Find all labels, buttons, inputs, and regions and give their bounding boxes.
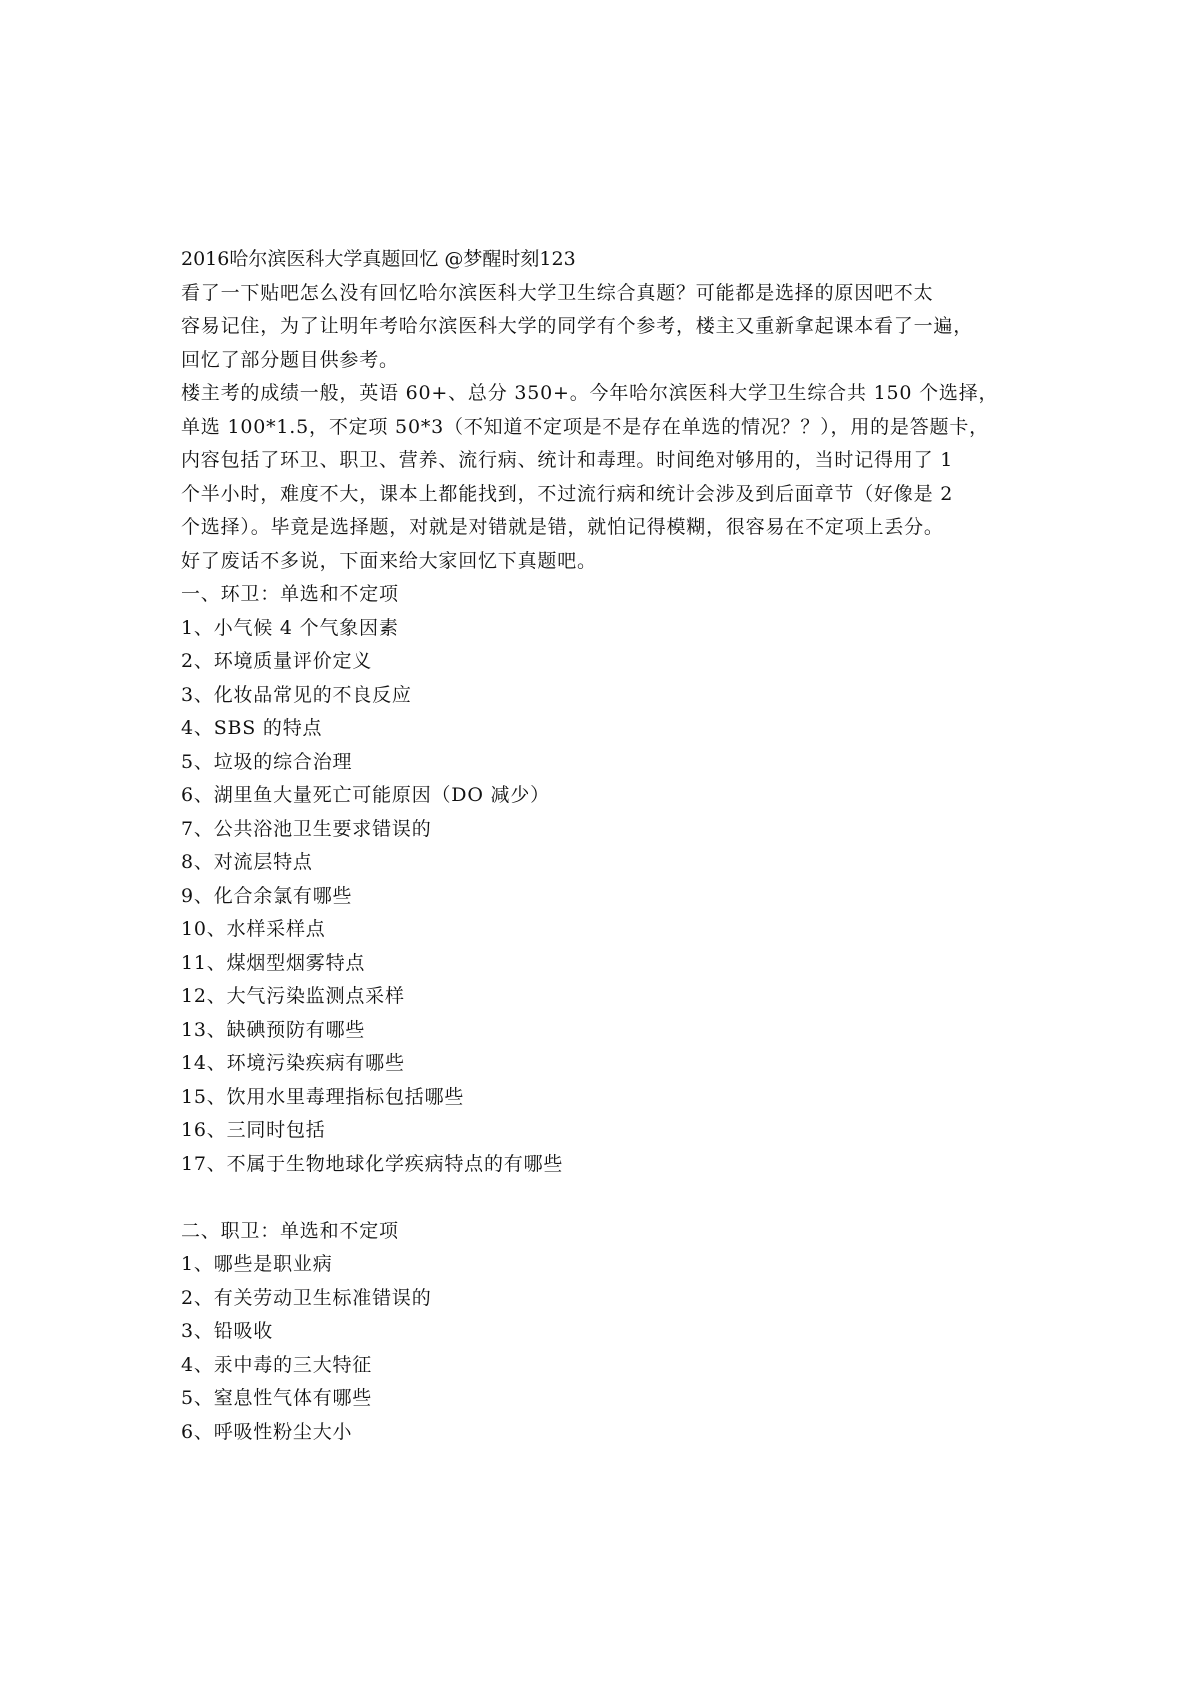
- list-item: 1、哪些是职业病: [181, 1253, 333, 1275]
- section-heading: 二、职卫：单选和不定项: [181, 1219, 399, 1242]
- list-item: 6、呼吸性粉尘大小: [181, 1420, 353, 1443]
- intro-paragraph: [181, 277, 1041, 579]
- list-item: 17、不属于生物地球化学疾病特点的有哪些: [181, 1152, 564, 1175]
- section-occupational-hygiene: [181, 1215, 1041, 1450]
- list-item: 2、环境质量评价定义: [181, 650, 373, 672]
- list-item: 4、SBS 的特点: [181, 717, 323, 739]
- blank-line: [181, 1181, 1041, 1215]
- list-item: 11、煤烟型烟雾特点: [181, 951, 366, 974]
- list-item: 2、有关劳动卫生标准错误的: [181, 1286, 432, 1309]
- intro-line: 看了一下贴吧怎么没有回忆哈尔滨医科大学卫生综合真题？可能都是选择的原因吧不太: [181, 281, 934, 304]
- list-item: 8、对流层特点: [181, 851, 313, 873]
- list-item: 6、湖里鱼大量死亡可能原因（DO 减少）: [181, 784, 550, 806]
- list-item: 1、小气候 4 个气象因素: [181, 616, 399, 639]
- intro-line: 好了废话不多说，下面来给大家回忆下真题吧。: [181, 549, 597, 572]
- list-item: 7、公共浴池卫生要求错误的: [181, 817, 432, 840]
- list-item: 3、化妆品常见的不良反应: [181, 683, 412, 706]
- list-item: 5、垃圾的综合治理: [181, 750, 353, 773]
- intro-line: 内容包括了环卫、职卫、营养、流行病、统计和毒理。时间绝对够用的，当时记得用了 1: [181, 449, 954, 471]
- intro-line: 楼主考的成绩一般，英语 60+、总分 350+。今年哈尔滨医科大学卫生综合共 150 个选择，: [181, 382, 999, 404]
- document-page: [181, 243, 1041, 1449]
- list-item: 5、窒息性气体有哪些: [181, 1387, 373, 1409]
- intro-line: 容易记住，为了让明年考哈尔滨医科大学的同学有个参考，楼主又重新拿起课本看了一遍，: [181, 315, 974, 337]
- list-item: 10、水样采样点: [181, 918, 326, 940]
- intro-line: 个半小时，难度不大，课本上都能找到，不过流行病和统计会涉及到后面章节（好像是 2: [181, 482, 954, 505]
- section-environmental-hygiene: [181, 578, 1041, 1181]
- list-item: 12、大气污染监测点采样: [181, 985, 405, 1007]
- list-item: 14、环境污染疾病有哪些: [181, 1052, 405, 1074]
- list-item: 16、三同时包括: [181, 1119, 326, 1141]
- list-item: 15、饮用水里毒理指标包括哪些: [181, 1085, 465, 1108]
- list-item: 4、汞中毒的三大特征: [181, 1353, 373, 1376]
- list-item: 13、缺碘预防有哪些: [181, 1018, 366, 1041]
- section-heading: 一、环卫：单选和不定项: [181, 583, 399, 605]
- intro-line: 单选 100*1.5，不定项 50*3（不知道不定项是不是存在单选的情况？？），用的是答题卡，: [181, 415, 989, 438]
- intro-line: 个选择）。毕竟是选择题，对就是对错就是错，就怕记得模糊，很容易在不定项上丢分。: [181, 516, 944, 538]
- document-title: 2016哈尔滨医科大学真题回忆 @梦醒时刻123: [181, 248, 576, 270]
- intro-line: 回忆了部分题目供参考。: [181, 348, 399, 371]
- list-item: 3、铅吸收: [181, 1320, 274, 1342]
- list-item: 9、化合余氯有哪些: [181, 884, 353, 907]
